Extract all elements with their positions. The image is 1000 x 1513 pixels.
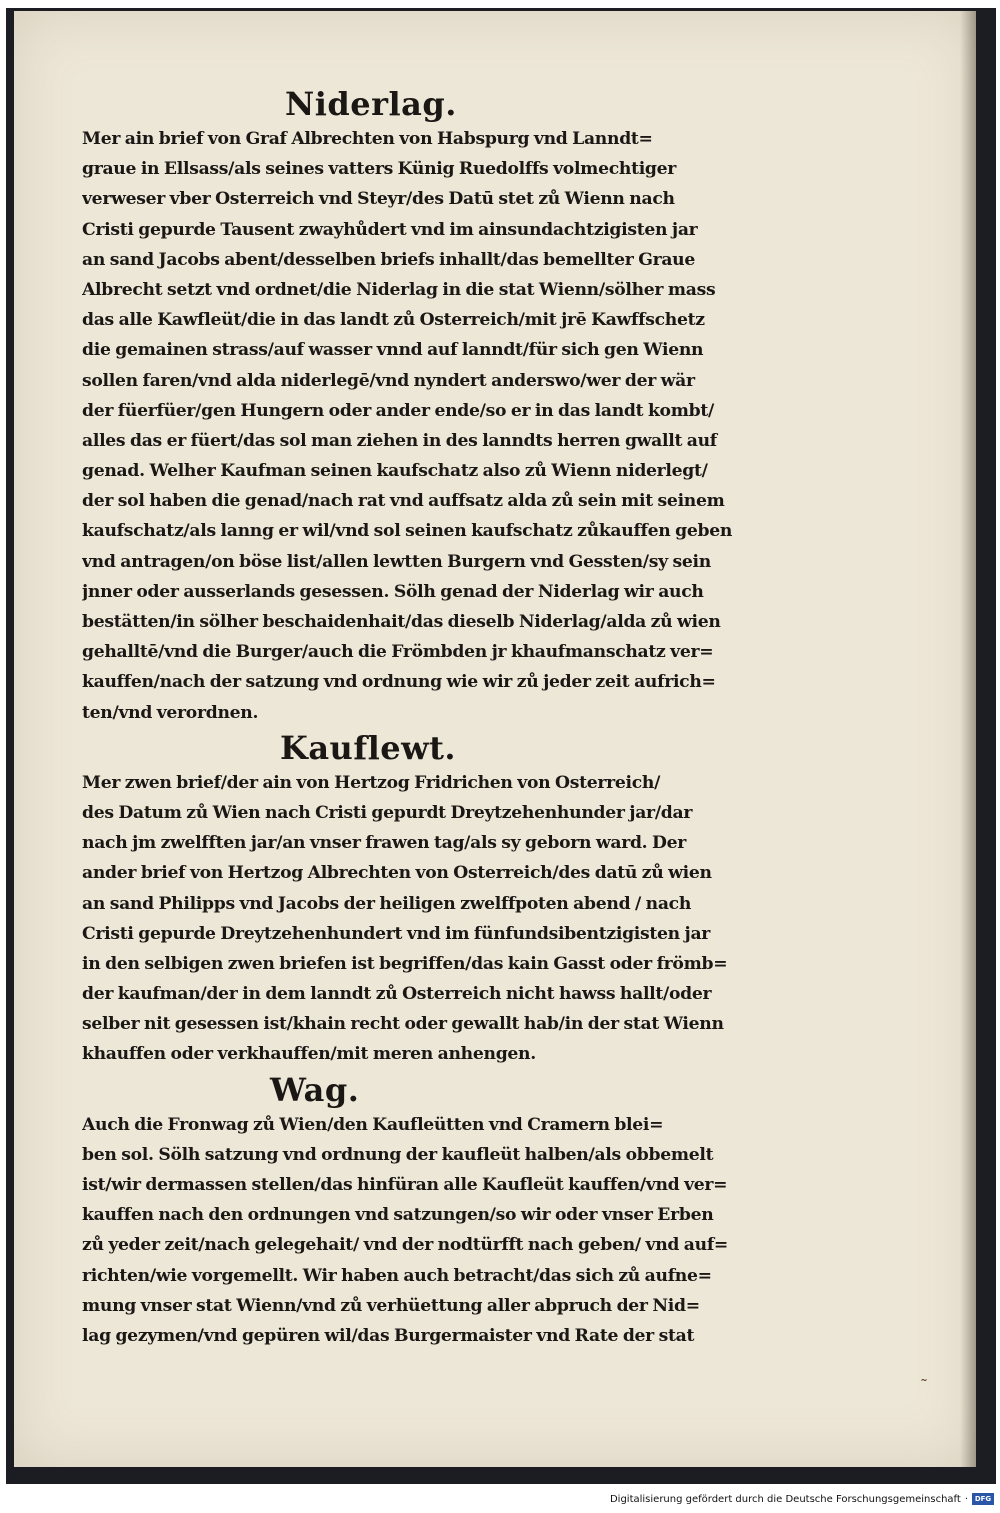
text-line: der sol haben die genad/nach rat vnd auffsatz alda zů sein mit seinem: [82, 491, 725, 512]
text-line: ist/wir dermassen stellen/das hinfüran alle Kaufleüt kauffen/vnd ver=: [82, 1175, 728, 1195]
text-line: ten/vnd verordnen.: [82, 702, 259, 723]
text-line: lag gezymen/vnd gepüren wil/das Burgermaister vnd Rate der stat: [82, 1325, 695, 1346]
text-line: ben sol. Sölh satzung vnd ordnung der kaufleüt halben/als obbemelt: [82, 1144, 714, 1165]
text-line: Cristi gepurde Dreytzehenhundert vnd im fünfundsibentzigisten jar: [82, 923, 711, 944]
text-line: sollen faren/vnd alda niderlegē/vnd nyndert anderswo/wer der wär: [82, 370, 695, 391]
text-line: khauffen oder verkhauffen/mit meren anhengen.: [82, 1044, 536, 1065]
text-line: in den selbigen zwen briefen ist begriffen/das kain Gasst oder frömb=: [82, 953, 728, 974]
section-heading-wag: Wag.: [270, 1070, 360, 1109]
text-line: vnd antragen/on böse list/allen lewtten Burgern vnd Gessten/sy sein: [82, 551, 711, 572]
dfg-logo: DFG: [972, 1493, 994, 1505]
text-line: der kaufman/der in dem lanndt zů Osterreich nicht hawss hallt/oder: [82, 984, 712, 1005]
page-fold-shadow: [960, 11, 976, 1467]
text-line: Auch die Fronwag zů Wien/den Kaufleütten vnd Cramern blei=: [82, 1114, 664, 1135]
text-line: Mer zwen brief/der ain von Hertzog Fridrichen von Osterreich/: [82, 772, 661, 793]
footer-credit: Digitalisierung gefördert durch die Deutsche Forschungsgemeinschaft: [609, 1493, 961, 1505]
text-line: nach jm zwelfften jar/an vnser frawen tag/als sy geborn ward. Der: [82, 833, 687, 854]
text-line: richten/wie vorgemellt. Wir haben auch betracht/das sich zů aufne=: [82, 1265, 712, 1286]
text-line: gehalltē/vnd die Burger/auch die Frömbden jr khaufmanschatz ver=: [82, 642, 714, 663]
text-line: bestätten/in sölher beschaidenhait/das dieselb Niderlag/alda zů wien: [82, 612, 721, 632]
paragraph-wag: [82, 1110, 782, 1352]
text-line: kauffen/nach der satzung vnd ordnung wie wir zů jeder zeit aufrich=: [82, 672, 716, 693]
text-line: Albrecht setzt vnd ordnet/die Niderlag in die stat Wienn/sölher mass: [82, 279, 716, 300]
text-line: verweser vber Osterreich vnd Steyr/des Datū stet zů Wienn nach: [82, 189, 675, 210]
text-line: kaufschatz/als lanng er wil/vnd sol seinen kaufschatz zůkauffen geben: [82, 521, 733, 542]
paragraph-niderlag: [82, 124, 782, 728]
text-line: selber nit gesessen ist/khain recht oder gewallt hab/in der stat Wienn: [82, 1014, 724, 1035]
text-line: jnner oder ausserlands gesessen. Sölh genad der Niderlag wir auch: [82, 581, 704, 602]
ink-mark: ˜: [920, 1376, 928, 1395]
text-line: des Datum zů Wien nach Cristi gepurdt Dreytzehenhunder jar/dar: [82, 802, 693, 823]
text-line: das alle Kawfleüt/die in das landt zů Osterreich/mit jrē Kawffschetz: [82, 310, 705, 331]
text-line: Cristi gepurde Tausent zwayhůdert vnd im ainsundachtzigisten jar: [82, 219, 698, 240]
section-heading-kauflewt: Kauflewt.: [280, 728, 457, 767]
section-heading-niderlag: Niderlag.: [285, 85, 457, 123]
paragraph-kauflewt: [82, 768, 782, 1070]
text-line: kauffen nach den ordnungen vnd satzungen/so wir oder vnser Erben: [82, 1205, 714, 1226]
text-line: an sand Jacobs abent/desselben briefs inhallt/das bemellter Graue: [82, 249, 695, 270]
text-line: zů yeder zeit/nach gelegehait/ vnd der nodtürfft nach geben/ vnd auf=: [82, 1235, 729, 1256]
text-line: alles das er füert/das sol man ziehen in des lanndts herren gwallt auf: [82, 430, 717, 451]
text-line: ander brief von Hertzog Albrechten von Osterreich/des datū zů wien: [82, 863, 712, 884]
text-line: der füerfüer/gen Hungern oder ander ende/so er in das landt kombt/: [82, 400, 714, 421]
text-line: mung vnser stat Wienn/vnd zů verhüettung aller abpruch der Nid=: [82, 1295, 700, 1316]
text-line: an sand Philipps vnd Jacobs der heiligen zwelffpoten abend / nach: [82, 893, 692, 914]
text-line: graue in Ellsass/als seines vatters Künig Ruedolffs volmechtiger: [82, 159, 677, 180]
text-line: Mer ain brief von Graf Albrechten von Habspurg vnd Lanndt=: [82, 129, 653, 149]
text-line: genad. Welher Kaufman seinen kaufschatz also zů Wienn niderlegt/: [82, 461, 708, 482]
footer-separator: ·: [964, 1493, 968, 1505]
text-line: die gemainen strass/auf wasser vnnd auf lanndt/für sich gen Wienn: [82, 340, 704, 361]
page-text: [82, 84, 782, 1351]
digitization-footer: [610, 1490, 994, 1508]
